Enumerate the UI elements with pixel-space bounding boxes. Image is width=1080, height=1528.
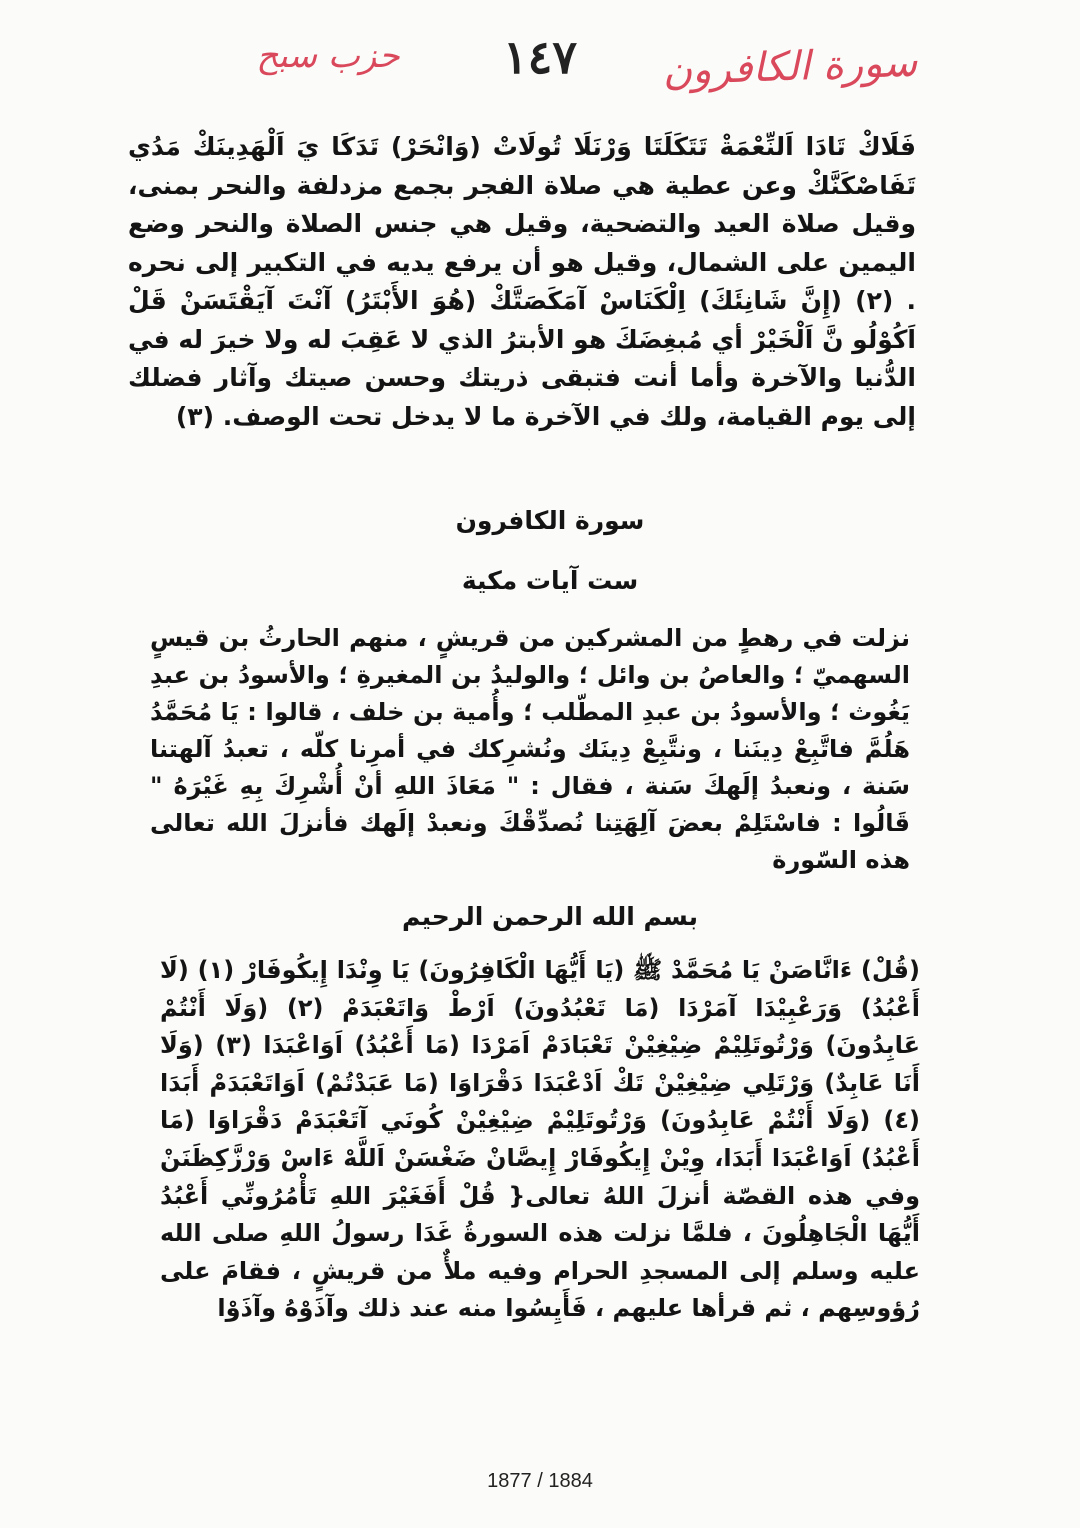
commentary-top — [128, 128, 916, 436]
verses-translation-text: (قُلْ) ءَانَّاصَنْ يَا مُحَمَّدْ ﷺ (يَا أَيُّهَا الْكَافِرُونَ) يَا وِنْدَا إِيكُوفَارْ (١) (لَا أَعْبُدُ) وَرَعْبِيْدَا آمَرْدَا (مَا تَعْبُدُونَ) اَرْطْ وَاتَعْبَدَمْ (٢) (وَلَا أَنْتُمْ عَابِدُونَ) وَرْتُوتَلِيْمْ ضِيْغِيْنْ تَعْبَادَمْ اَمَرْدَا (مَا أَعْبُدُ) اَوَاعْبَدَا (٣) (وَلَا أَنَا عَابِدٌ) وَرْتَلِي ضِيْغِيْنْ تَكْ اَدْعْبَدَا دَقْرَاوَا (مَا عَبَدْتُمْ) اَوَاتَعْبَدَمْ أَبَدَا (٤) (وَلَا أَنْتُمْ عَابِدُونَ) وَرْتُوتَلِيْمْ ضِيْغِيْنْ كُونَي آتَعْبَدَمْ دَقْرَاوَا (مَا أَعْبُدُ) اَوَاعْبَدَا أَبَدَا، وِيْنْ إِيكُوفَارْ إِيصَّانْ ضَغْسَنْ اَللَّهْ ءَاسْ وَرْزَّكِظَنَنْ وفي هذه القصّة أنزلَ اللهُ تعالى{ قُلْ أَفَغَيْرَ اللهِ تَأْمُرُونِّي أَعْبُدُ أَيُّهَا الْجَاهِلُونَ ، فلمَّا نزلت هذه السورةُ غَدَا رسولُ اللهِ صلى الله عليه وسلم إلى المسجدِ الحرام وفيه ملأٌ من قريشٍ ، فقامَ على رُؤوسِهم ، ثم قرأها عليهم ، فَأَيِسُوا منه عند ذلك وآذَوْهُ وآذَوْا — [160, 956, 920, 1323]
verses-translation — [160, 952, 920, 1328]
margin-note-left: حزب سبح — [256, 36, 400, 76]
surah-subtitle: ست آيات مكية — [461, 566, 639, 595]
page-number: ١٤٧ — [502, 30, 578, 84]
margin-note-right: سورة الكافرون — [661, 39, 919, 95]
page-counter: 1877 / 1884 — [487, 1470, 593, 1492]
revelation-context-text: نزلت في رهطٍ من المشركين من قريشٍ ، منهم الحارثُ بن قيسٍ السهميّ ؛ والعاصُ بن وائل ؛ والوليدُ بن المغيرةِ ؛ والأسودُ بن عبدِ يَغُوث ؛ والأسودُ بن عبدِ المطّلب ؛ وأُمية بن خلف ، قالوا : يَا مُحَمَّدُ هَلُمَّ فاتَّبِعْ دِينَنا ، ونتَّبِعْ دِينَك ونُشرِكك في أمرِنا كلّه ، تعبدُ آلهتنا سَنة ، ونعبدُ إلَهكَ سَنة ، فقال : " مَعَاذَ اللهِ أنْ أُشْرِكَ بِهِ غَيْرَهُ " قَالُوا : فاسْتَلِمْ بعضَ آلِهَتِنا نُصدِّقْكَ ونعبدْ إلَهك فأنزلَ الله تعالى هذه السّورة — [150, 624, 910, 874]
surah-title: سورة الكافرون — [455, 506, 645, 535]
commentary-top-text: فَلَاكْ تَادَا اَلنِّعْمَةْ تَتَكَلَتَا وَرْنَلَا تُولَاتْ (وَانْحَرْ) تَدَكَا يَ اَلْهَدِينَكْ مَدُي تَفَاصْكَنَّكْ وعن عطية هي صلاة الفجر بجمع مزدلفة والنحر بمنى، وقيل صلاة العيد والتضحية، وقيل هي جنس الصلاة والنحر وضع اليمين على الشمال، وقيل هو أن يرفع يديه في التكبير إلى نحره . (٢) (إِنَّ شَانِئَكَ) اِلْكَنَاسْ آمَكَصَتَّكْ (هُوَ الأَبْتَرُ) آنْتَ آيَقْتَسَنْ قَلْ اَكُوْلُو نَّ اَلْخَيْرْ أي مُبغِضَكَ هو الأبترُ الذي لا عَقِبَ له ولا خيرَ له في الدُّنيا والآخرة وأما أنت فتبقى ذريتك وحسن صيتك وآثار فضلك إلى يوم القيامة، ولك في الآخرة ما لا يدخل تحت الوصف. (٣) — [128, 132, 916, 431]
revelation-context — [150, 620, 910, 879]
basmala: بسم الله الرحمن الرحيم — [402, 902, 698, 931]
